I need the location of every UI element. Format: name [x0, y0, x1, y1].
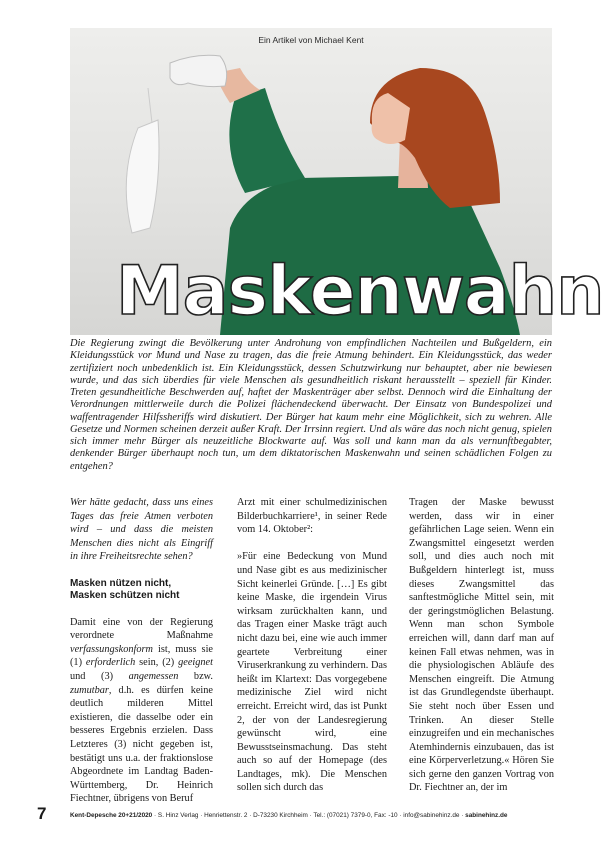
text-run: und (3) [70, 670, 129, 682]
text-run: Damit eine von der Regierung verordnete Maßnahme [70, 616, 213, 642]
section-heading [70, 578, 213, 603]
headline-part-2: enwahn [309, 252, 604, 331]
column-3 [409, 496, 554, 809]
text-run: ist, muss sie (1) [70, 643, 213, 669]
body-paragraph: Arzt mit einer schulmedizinischen Bilderbuchkarriere¹, in seiner Rede vom 14. Oktober²: [237, 497, 387, 536]
text-run-italic: verfassungskonform [70, 643, 153, 655]
section-heading-line-2: Masken schützen nicht [70, 590, 180, 602]
text-run-italic: angemessen [128, 670, 179, 682]
intro-question: Wer hätte gedacht, dass uns eines Tages das freie Atmen verboten wird – und dass die meisten Menschen dies nicht als Eingriff in ihre Freiheitsrechte sehen? [70, 497, 213, 563]
text-run: , d.h. es dürfen keine deutlich milderen Mittel existieren, die dasselbe oder ein besseres Ergebnis erzielen. Dass Letzteres (3) nicht gegeben ist, bestätigt uns u.a. der fraktionslose Abgeordnete im Landtag Baden-Württemberg, Dr. Heinrich Fiechtner, übrigens von Beruf [70, 684, 213, 805]
hero-image [70, 28, 604, 335]
article-byline: Ein Artikel von Michael Kent [258, 35, 364, 45]
page-number: 7 [37, 804, 47, 823]
footer-issue: Kent-Depesche 20+21/2020 [70, 812, 153, 819]
text-run: sein, (2) [135, 657, 179, 669]
body-paragraph: Tragen der Maske bewusst werden, dass wir in einer gefährlichen Lage seien. Wenn ein Zwangsmittel eingesetzt werden soll, und dies auch noch mit Bußgeldern hinterlegt ist, muss dieses Zwangsmittel das sanftestmögliche Mittel sein, mit der geringstmöglichen Belastung. Wenn man schon Symbole erreichen will, dann darf man auf keinen Fall etwas nehmen, was in die physiologischen Abläufe des Menschen eingreift. Die Atmung ist das Grundlegendste überhaupt. Sie steht noch über Essen und Trinken. An dieser Stelle einzugreifen und ein mechanisches Atemhindernis einzubauen, das ist eine Körperverletzung.« Hören Sie sich gerne den ganzen Vortrag von Dr. Fiechtner an, der im [409, 497, 554, 794]
footer-website: sabinehinz.de [465, 812, 508, 819]
page-footer [70, 812, 554, 819]
section-heading-line-1: Masken nützen nicht, [70, 577, 172, 589]
footer-address: · S. Hinz Verlag · Henriettenstr. 2 · D-73230 Kirchheim · Tel.: (07021) 7379-0, Fax: -10 · info@sabinehinz.de · [152, 812, 466, 819]
text-run: bzw. [178, 670, 213, 682]
lead-paragraph: Die Regierung zwingt die Bevölkerung unter Androhung von empfindlichen Nachteilen und Bußgeldern, ein Kleidungsstück vor Mund und Nase zu tragen, das die freie Atmung behindert. Ein Kleidungsstück, das weder zertifiziert noch unbedenklich ist. Ein Kleidungsstück, dessen Schutzwirkung nur behauptet, aber nie bewiesen wurde, und das sich überdies für viele Menschen als gesundheitlich riskant herausstellt – speziell für Kinder. Treten gesundheitliche Beschwerden auf, haftet der Maskenträger aber selbst. Dennoch wird die Einhaltung der Verordnungen mittlerweile durch die Polizei flächendeckend überwacht. Der Einsatz von Bundespolizei und waffentragender Hilfssheriffs wird diskutiert. Der Bürger hat kaum mehr eine Möglichkeit, sich zu wehren. Alle Gesetze und Normen scheinen derzeit außer Kraft. Der Irrsinn regiert. Und als wäre das noch nicht genug, spielen sich immer mehr Bürger als neuzeitliche Blockwarte auf. Was soll und kann man da als vernunftbegabter, denkender Bürger überhaupt noch tun, um dem diktatorischen Maskenwahn und seinen schädlichen Folgen zu entgehen? [70, 338, 552, 472]
body-paragraph [70, 616, 213, 806]
text-run-italic: zumutbar [70, 684, 109, 696]
quote-paragraph: »Für eine Bedeckung von Mund und Nase gibt es aus medizinischer Sicht keinerlei Gründe. […] Es gibt keine Maske, die irgendein Virus wirksam zurückhalten kann, und das Tragen einer Maske trägt auch nicht dazu bei, eine wie auch immer geartete Verbreitung einer Viruserkrankung zu verhindern. Das heißt im Klartext: Das vorgegebene medizinische Ziel wird nicht erreicht. Erreicht wird, das ist Punkt 2, der von der Landesregierung gewünscht wird, eine Bewusstseinsmachung. Das steht auch so auf der Homepage (des Landtages, mk). Die Menschen sollen sich durch das [237, 551, 387, 794]
column-2 [237, 496, 387, 809]
column-1 [70, 496, 213, 819]
text-run-italic: geeignet [178, 657, 213, 669]
headline-part-1: Mask [116, 252, 310, 331]
text-run-italic: erforderlich [85, 657, 136, 669]
article-headline [116, 252, 604, 331]
